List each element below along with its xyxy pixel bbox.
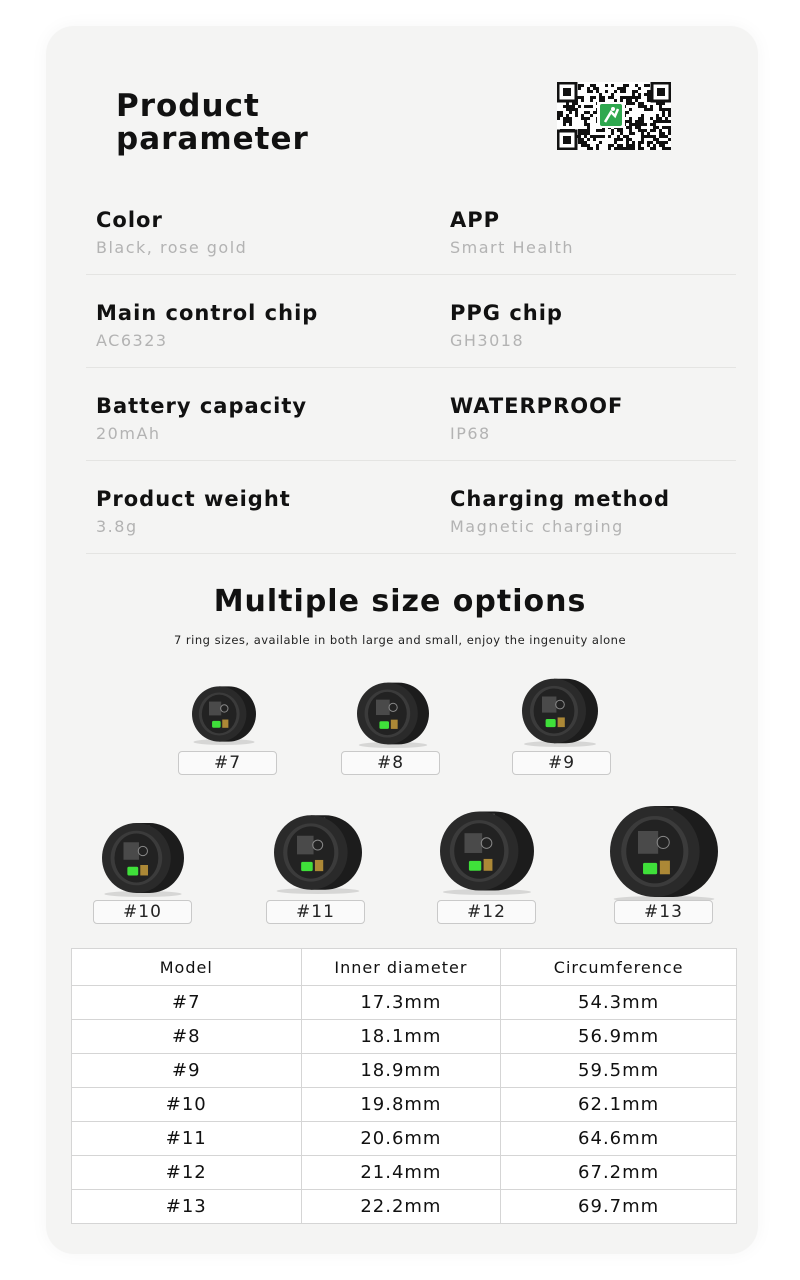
cell-circumference: 64.6mm	[501, 1122, 737, 1156]
param-ppg-chip	[450, 301, 563, 350]
size-table	[71, 948, 737, 1224]
cell-inner-diameter: 17.3mm	[301, 986, 501, 1020]
cell-circumference: 56.9mm	[501, 1020, 737, 1054]
param-charging	[450, 487, 670, 536]
param-value: GH3018	[450, 331, 525, 350]
param-label: APP	[450, 208, 501, 232]
param-weight	[96, 487, 291, 536]
cell-inner-diameter: 21.4mm	[301, 1156, 501, 1190]
param-value: Magnetic charging	[450, 517, 624, 536]
column-header-inner-diameter: Inner diameter	[301, 949, 501, 986]
param-row	[86, 182, 736, 275]
ring-image-12	[438, 808, 536, 894]
table-row	[72, 986, 737, 1020]
param-main-chip	[96, 301, 318, 350]
size-tag-12: #12	[437, 900, 536, 924]
param-value: Black, rose gold	[96, 238, 248, 257]
cell-model: #7	[72, 986, 302, 1020]
table-header-row	[72, 949, 737, 986]
param-value: Smart Health	[450, 238, 575, 257]
param-value: IP68	[450, 424, 491, 443]
cell-model: #13	[72, 1190, 302, 1224]
cell-inner-diameter: 20.6mm	[301, 1122, 501, 1156]
param-label: Product weight	[96, 487, 291, 511]
param-color	[96, 208, 247, 257]
param-label: Charging method	[450, 487, 670, 511]
param-row	[86, 368, 736, 461]
size-tag-8: #8	[341, 751, 440, 775]
param-value: AC6323	[96, 331, 168, 350]
param-label: Color	[96, 208, 163, 232]
table-row	[72, 1122, 737, 1156]
cell-inner-diameter: 18.1mm	[301, 1020, 501, 1054]
ring-image-8	[355, 680, 431, 747]
table-row	[72, 1088, 737, 1122]
cell-circumference: 62.1mm	[501, 1088, 737, 1122]
column-header-circumference: Circumference	[501, 949, 737, 986]
ring-image-10	[100, 820, 186, 896]
parameter-list	[86, 182, 736, 554]
table-row	[72, 1054, 737, 1088]
param-label: Main control chip	[96, 301, 319, 325]
cell-inner-diameter: 22.2mm	[301, 1190, 501, 1224]
param-battery	[96, 394, 307, 443]
size-tag-7: #7	[178, 751, 277, 775]
param-label: WATERPROOF	[450, 394, 624, 418]
page-title: Product parameter	[116, 88, 309, 157]
sizes-subtitle: 7 ring sizes, available in both large and small, enjoy the ingenuity alone	[173, 633, 627, 647]
param-app	[450, 208, 574, 257]
cell-model: #10	[72, 1088, 302, 1122]
size-tag-9: #9	[512, 751, 611, 775]
cell-circumference: 67.2mm	[501, 1156, 737, 1190]
size-tag-10: #10	[93, 900, 192, 924]
cell-model: #11	[72, 1122, 302, 1156]
param-label: PPG chip	[450, 301, 563, 325]
param-value: 3.8g	[96, 517, 138, 536]
ring-image-11	[272, 812, 364, 893]
param-label: Battery capacity	[96, 394, 308, 418]
table-row	[72, 1190, 737, 1224]
param-value: 20mAh	[96, 424, 161, 443]
cell-inner-diameter: 18.9mm	[301, 1054, 501, 1088]
cell-inner-diameter: 19.8mm	[301, 1088, 501, 1122]
table-row	[72, 1156, 737, 1190]
qr-code-icon	[557, 82, 671, 150]
cell-model: #9	[72, 1054, 302, 1088]
size-tag-13: #13	[614, 900, 713, 924]
ring-image-13	[608, 802, 720, 901]
cell-circumference: 59.5mm	[501, 1054, 737, 1088]
size-tag-11: #11	[266, 900, 365, 924]
column-header-model: Model	[72, 949, 302, 986]
cell-model: #12	[72, 1156, 302, 1190]
sizes-heading: Multiple size options	[213, 584, 587, 619]
param-row	[86, 461, 736, 554]
ring-image-7	[190, 684, 258, 744]
param-row	[86, 275, 736, 368]
ring-image-9	[520, 676, 600, 746]
cell-circumference: 69.7mm	[501, 1190, 737, 1224]
table-row	[72, 1020, 737, 1054]
cell-model: #8	[72, 1020, 302, 1054]
cell-circumference: 54.3mm	[501, 986, 737, 1020]
param-waterproof	[450, 394, 623, 443]
